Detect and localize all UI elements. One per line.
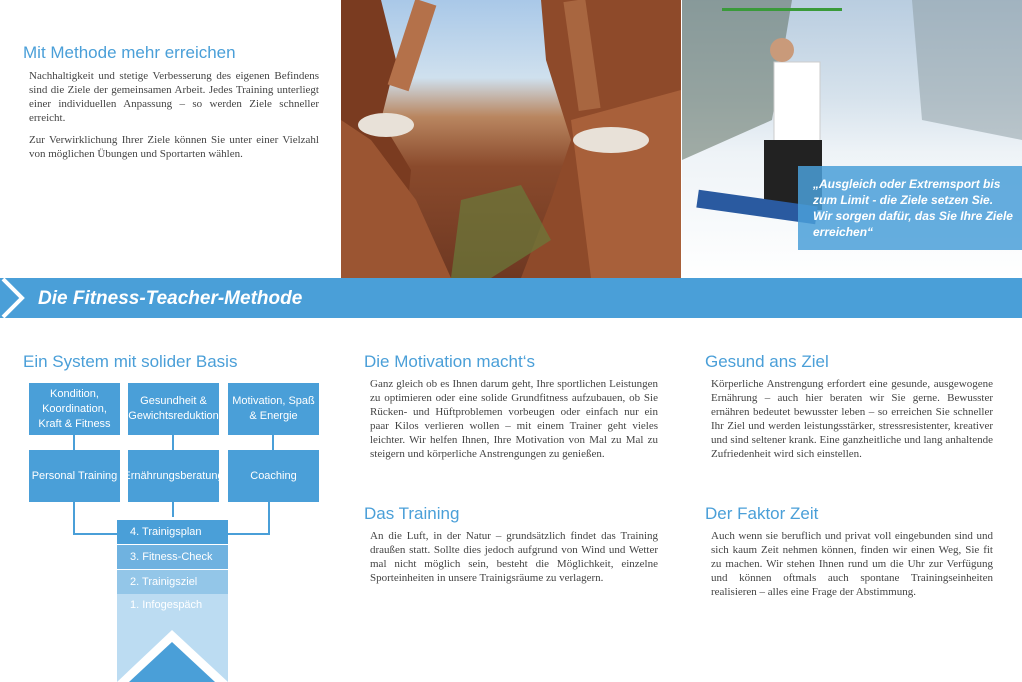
system-box-coaching: Coaching (228, 450, 319, 502)
connector-line (272, 435, 274, 450)
hiking-photo (341, 0, 681, 278)
training-heading: Das Training (364, 504, 460, 523)
system-heading: Ein System mit solider Basis (23, 352, 238, 371)
system-box-personal-training: Personal Training (29, 450, 120, 502)
intro-paragraph-2: Zur Verwirklichung Ihrer Ziele können Sie unter einer Vielzahl von möglichen Übungen und Sportarten wählen. (29, 134, 319, 160)
intro-paragraph-1: Nachhaltigkeit und stetige Verbesserung des eigenen Befindens sind die Ziele der gemeinsamen Arbeit. Jedes Training unterliegt einer individuellen Anpassung – so werden Ziele schneller erreicht. (29, 70, 319, 124)
intro-heading: Mit Methode mehr erreichen (23, 43, 236, 62)
connector-line (172, 502, 174, 517)
time-text: Auch wenn sie beruflich und privat voll eingebunden sind und sich kaum Zeit nehmen können, finden wir einen Weg, Sie fit zu machen. Wir stehen Ihnen rund um die Uhr zur Verfügung und können oftmals auch spontane Trainingseinheiten realisieren – alles eine Frage der Abstimmung. (711, 530, 993, 598)
connector-line (73, 533, 117, 535)
step-4: 4. Trainigsplan (117, 520, 228, 544)
connector-line (73, 502, 75, 535)
connector-line (172, 435, 174, 450)
arrow-up-icon (117, 626, 228, 682)
step-2: 2. Trainigsziel (117, 570, 228, 594)
system-box-gesundheit: Gesundheit & Gewichtsreduktion (128, 383, 219, 435)
connector-line (73, 435, 75, 450)
system-box-kondition: Kondition, Koordination, Kraft & Fitness (29, 383, 120, 435)
step-1: 1. Infogespäch (117, 594, 228, 682)
connector-line (228, 533, 270, 535)
step-3: 3. Fitness-Check (117, 545, 228, 569)
time-heading: Der Faktor Zeit (705, 504, 819, 523)
system-box-ernaehrung: Ernährungsberatung (128, 450, 219, 502)
training-text: An die Luft, in der Natur – grundsätzlich findet das Training draußen statt. Sollte dies jedoch aufgrund von Wind und Wetter mal nicht möglich sein, besteht die Möglichkeit, einzelne Sporteinheiten in unsere Trainigsräume zu verlagern. (370, 530, 658, 584)
system-box-motivation: Motivation, Spaß & Energie (228, 383, 319, 435)
health-text: Körperliche Anstrengung erfordert eine gesunde, ausgewogene Ernährung – auch hier beraten wir Sie gerne. Bewusster ernähren bedeutet bewusster leben – so erreichen Sie schneller Ihr Ziel und werden leistungsstärker, stressresistenter, kreativer und sind seltener krank. Eine ganzheitliche und lang anhaltende Zufriedenheit wird sich einstellen. (711, 378, 993, 460)
chevron-right-icon (0, 278, 30, 318)
motivation-heading: Die Motivation macht‘s (364, 352, 536, 371)
connector-line (268, 502, 270, 535)
health-heading: Gesund ans Ziel (705, 352, 829, 371)
banner-title: Die Fitness-Teacher-Methode (38, 288, 303, 309)
quote-text: „Ausgleich oder Extremsport bis zum Limit - die Ziele setzen Sie. Wir sorgen dafür, das Sie Ihre Ziele erreichen“ (813, 177, 1013, 239)
motivation-text: Ganz gleich ob es Ihnen darum geht, Ihre sportlichen Leistungen zu optimieren oder eine solide Grundfitness aufzubauen, ob Sie Rücken- und Hüftproblemen vorbeugen oder einfach nur ein paar Kilos verlieren wollen – mit einem Trainer geht vieles leichter. Wir helfen Ihnen, Ihre Motivation von Mal zu Mal zu steigern und körperliche Anstrengungen zu genießen. (370, 378, 658, 460)
